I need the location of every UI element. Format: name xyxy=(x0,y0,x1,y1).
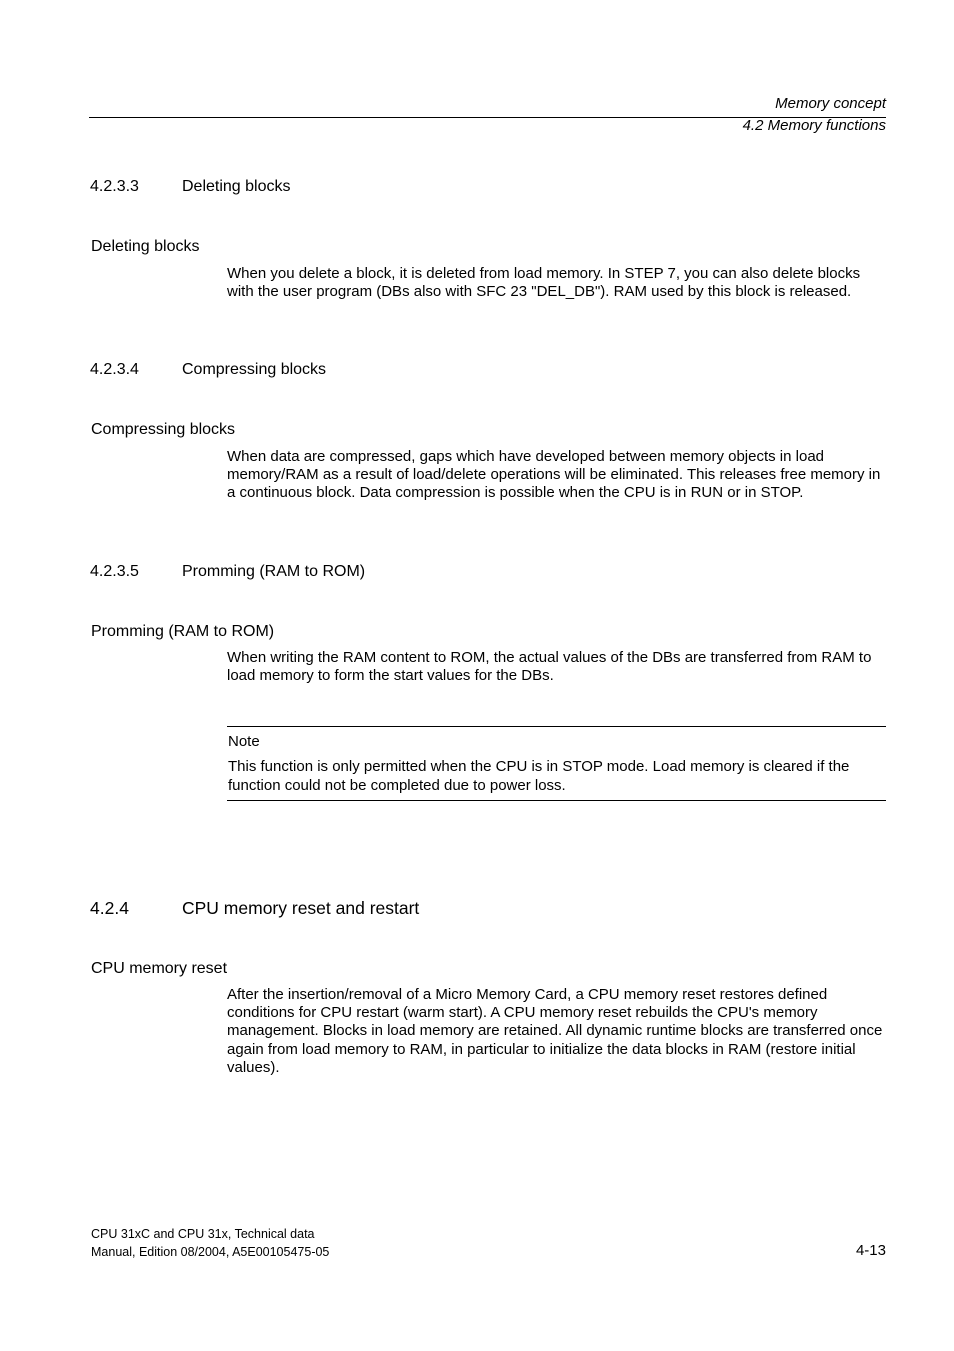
page-number: 4-13 xyxy=(855,1242,886,1259)
subheading: Promming (RAM to ROM) xyxy=(91,623,275,640)
subheading: Deleting blocks xyxy=(91,238,200,255)
header-section: 4.2 Memory functions xyxy=(742,117,886,134)
note-label: Note xyxy=(228,733,260,750)
paragraph: When writing the RAM content to ROM, the actual values of the DBs are transferred from RAM to load memory to form the start values for the DBs. xyxy=(227,649,872,685)
section-number: 4.2.3.4 xyxy=(90,361,139,378)
note-top-rule xyxy=(227,726,886,727)
section-title: Promming (RAM to ROM) xyxy=(182,563,366,580)
subheading: Compressing blocks xyxy=(91,421,236,438)
footer-title: CPU 31xC and CPU 31x, Technical data xyxy=(91,1227,315,1241)
section-number: 4.2.3.5 xyxy=(90,563,139,580)
section-title: CPU memory reset and restart xyxy=(182,898,420,918)
paragraph: When you delete a block, it is deleted from load memory. In STEP 7, you can also delete blocks with the user program (DBs also with SFC 23 "DEL_DB"). RAM used by this block is released. xyxy=(227,265,861,301)
section-title: Compressing blocks xyxy=(182,361,327,378)
paragraph: When data are compressed, gaps which have developed between memory objects in load memory/RAM as a result of load/delete operations will be eliminated. This releases free memory in a continuous block. Data compression is possible when the CPU is in RUN or in STOP. xyxy=(227,448,881,502)
note-bottom-rule xyxy=(227,800,886,801)
footer-edition: Manual, Edition 08/2004, A5E00105475-05 xyxy=(91,1245,330,1259)
header-chapter: Memory concept xyxy=(775,95,886,112)
paragraph: After the insertion/removal of a Micro Memory Card, a CPU memory reset restores defined conditions for CPU restart (warm start). A CPU memory reset rebuilds the CPU's memory management. Blocks in load memory are retained. All dynamic runtime blocks are transferred once again from load memory to RAM, in particular to initialize the data blocks in RAM (restore initial values). xyxy=(227,986,883,1076)
section-title: Deleting blocks xyxy=(182,178,291,195)
subheading: CPU memory reset xyxy=(91,960,228,977)
section-number: 4.2.4 xyxy=(90,898,129,918)
section-number: 4.2.3.3 xyxy=(90,178,139,195)
note-text: This function is only permitted when the CPU is in STOP mode. Load memory is cleared if the function could not be completed due to power loss. xyxy=(228,758,850,794)
